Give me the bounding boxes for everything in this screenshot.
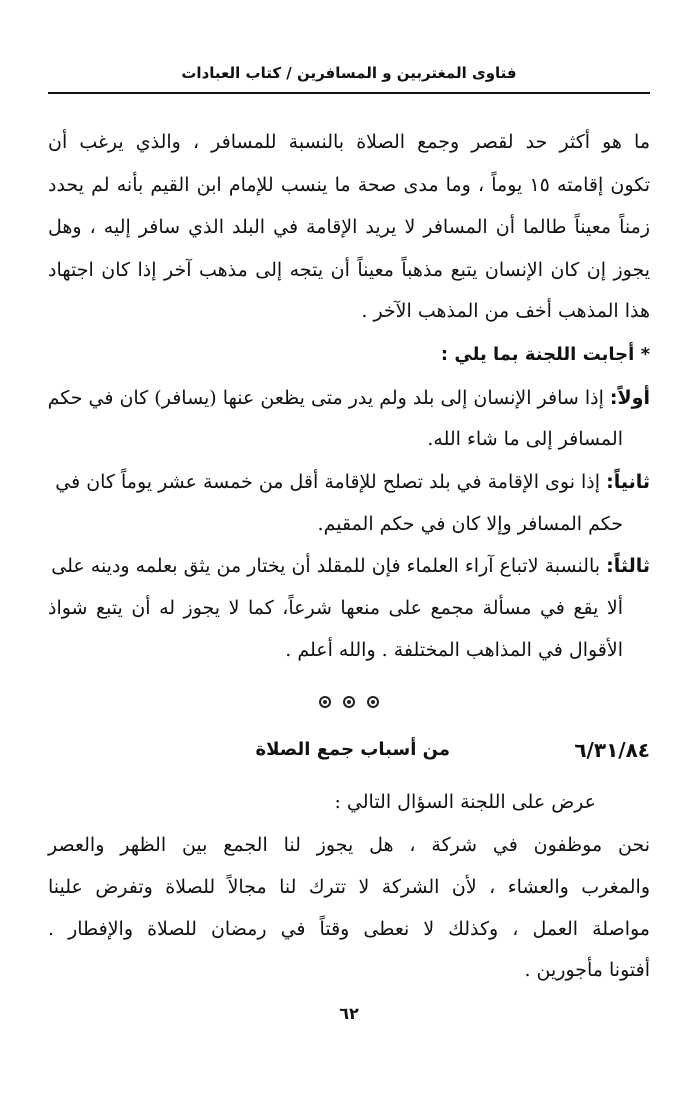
ornament-icon bbox=[343, 696, 355, 708]
question-line: مواصلة العمل ، وكذلك لا نعطى وقتاً في رمضان للصلاة والإفطار . bbox=[48, 918, 650, 940]
question-line: نحن موظفون في شركة ، هل يجوز لنا الجمع بين الظهر والعصر bbox=[48, 834, 650, 856]
header-divider bbox=[48, 92, 650, 94]
ornament-icon bbox=[367, 696, 379, 708]
answer-third-continuation: ألا يقع في مسألة مجمع على منعها شرعاً، كما لا يجوز له أن يتبع شواذ bbox=[48, 597, 623, 619]
question-line: يجوز إن كان الإنسان يتبع مذهباً معيناً أن يتجه إلى مذهب آخر إذا كان اجتهاد bbox=[48, 259, 650, 281]
section-heading bbox=[48, 735, 650, 765]
answer-third-line bbox=[51, 552, 650, 580]
question-line: ما هو أكثر حد لقصر وجمع الصلاة بالنسبة للمسافر ، والذي يرغب أن bbox=[48, 131, 650, 153]
section-title: من أسباب جمع الصلاة bbox=[255, 739, 450, 760]
question-line: أفتونا مأجورين . bbox=[524, 959, 650, 981]
answer-third-text: بالنسبة لاتباع آراء العلماء فإن للمقلد أن يختار من يثق بعلمه ودينه على bbox=[51, 555, 607, 577]
answer-second-label: ثانياً: bbox=[606, 471, 650, 493]
question-intro: عرض على اللجنة السؤال التالي : bbox=[334, 791, 596, 813]
question-line: هذا المذهب أخف من المذهب الآخر . bbox=[361, 300, 650, 322]
running-header: فتاوى المغتربين و المسافرين / كتاب العبادات bbox=[181, 64, 517, 82]
answer-first-line bbox=[48, 384, 650, 412]
page-number: ٦٢ bbox=[339, 1004, 359, 1023]
answer-second-line bbox=[55, 468, 650, 496]
question-line: تكون إقامته ١٥ يوماً ، وما مدى صحة ما ينسب للإمام ابن القيم بأنه لم يحدد bbox=[48, 174, 650, 196]
answer-third-label: ثالثاً: bbox=[606, 555, 650, 577]
question-line: زمناً معيناً طالما أن المسافر لا يريد الإقامة في البلد الذي سافر إليه ، وهل bbox=[48, 216, 650, 238]
fatwa-number: ٦/٣١/٨٤ bbox=[574, 738, 650, 762]
answer-first-label: أولاً: bbox=[609, 387, 650, 409]
answer-first-continuation: المسافر إلى ما شاء الله. bbox=[427, 428, 623, 450]
ornament-icon bbox=[319, 696, 331, 708]
question-line: والمغرب والعشاء ، لأن الشركة لا تترك لنا مجالاً للصلاة وتفرض علينا bbox=[48, 876, 650, 898]
answer-first-text: إذا سافر الإنسان إلى بلد ولم يدر متى يظعن عنها (يسافر) كان في حكم bbox=[47, 387, 610, 409]
section-separator bbox=[0, 693, 698, 712]
answer-second-text: إذا نوى الإقامة في بلد تصلح للإقامة أقل من خمسة عشر يوماً كان في bbox=[55, 471, 607, 493]
answer-intro: * أجابت اللجنة بما يلي : bbox=[440, 344, 650, 365]
answer-second-continuation: حكم المسافر وإلا كان في حكم المقيم. bbox=[317, 513, 623, 535]
answer-third-continuation: الأقوال في المذاهب المختلفة . والله أعلم . bbox=[285, 639, 623, 661]
